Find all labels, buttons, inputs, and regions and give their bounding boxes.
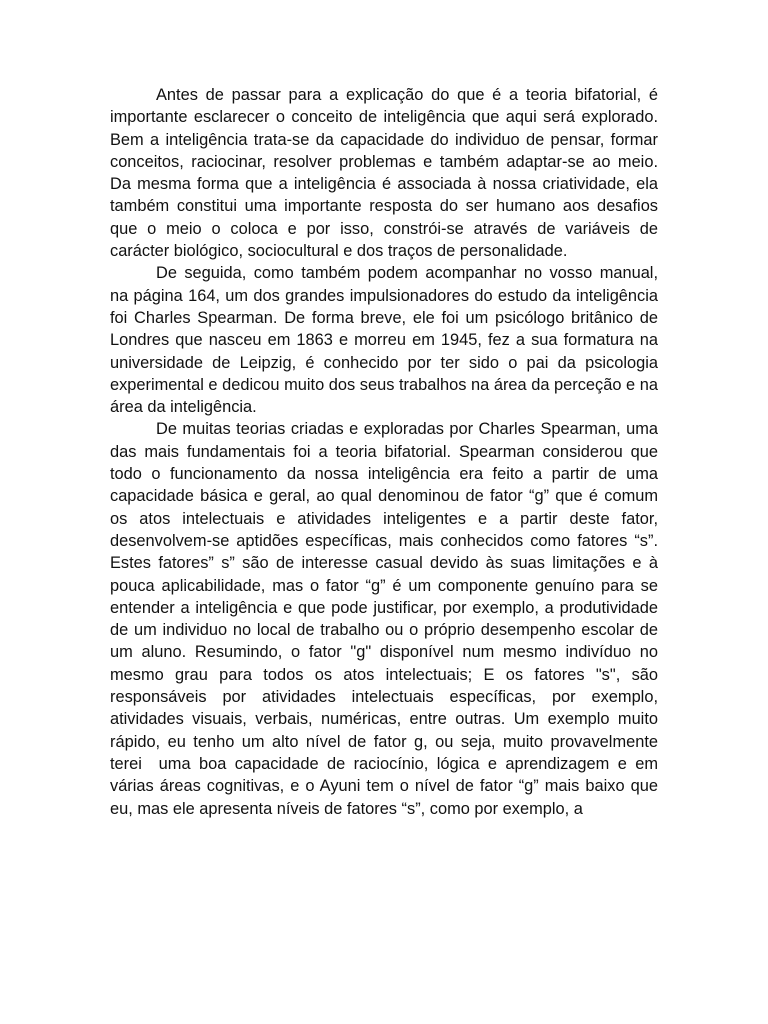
paragraph-intelligence-definition: Antes de passar para a explicação do que é a teoria bifatorial, é importante esclarecer o conceito de inteligência que aqui será explorado. Bem a inteligência trata-se da capacidade do individuo de pensar, formar conceitos, raciocinar, resolver problemas e também adaptar-se ao meio. Da mesma forma que a inteligência é associada à nossa criatividade, ela também constitui uma importante resposta do ser humano aos desafios que o meio o coloca e por isso, constrói-se através de variáveis de carácter biológico, sociocultural e dos traços de personalidade. (110, 86, 663, 261)
document-page (110, 84, 663, 820)
paragraph-charles-spearman: De seguida, como também podem acompanhar no vosso manual, na página 164, um dos grandes impulsionadores do estudo da inteligência foi Charles Spearman. De forma breve, ele foi um psicólogo britânico de Londres que nasceu em 1863 e morreu em 1945, fez a sua formatura na universidade de Leipzig, é conhecido por ter sido o pai da psicologia experimental e dedicou muito dos seus trabalhos na área da perceção e na área da inteligência. (110, 264, 663, 417)
paragraph-bifactorial-theory: De muitas teorias criadas e exploradas por Charles Spearman, uma das mais fundamentais foi a teoria bifatorial. Spearman considerou que todo o funcionamento da nossa inteligência era feito a partir de uma capacidade básica e geral, ao qual denominou de fator “g” que é comum os atos intelectuais e atividades inteligentes e a partir deste fator, desenvolvem-se aptidões específicas, mais conhecidos como fatores “s”. Estes fatores” s” são de interesse casual devido às suas limitações e à pouca aplicabilidade, mas o fator “g” é um componente genuíno para se entender a inteligência e que pode justificar, por exemplo, a produtividade de um individuo no local de trabalho ou o próprio desempenho escolar de um aluno. Resumindo, o fator "g" disponível num mesmo indivíduo no mesmo grau para todos os atos intelectuais; E os fatores "s", são responsáveis por atividades intelectuais específicas, por exemplo, atividades visuais, verbais, numéricas, entre outras. Um exemplo muito rápido, eu tenho um alto nível de fator g, ou seja, muito provavelmente terei uma boa capacidade de raciocínio, lógica e aprendizagem e em várias áreas cognitivas, e o Ayuni tem o nível de fator “g” mais baixo que eu, mas ele apresenta níveis de fatores “s”, como por exemplo, a (110, 420, 663, 818)
